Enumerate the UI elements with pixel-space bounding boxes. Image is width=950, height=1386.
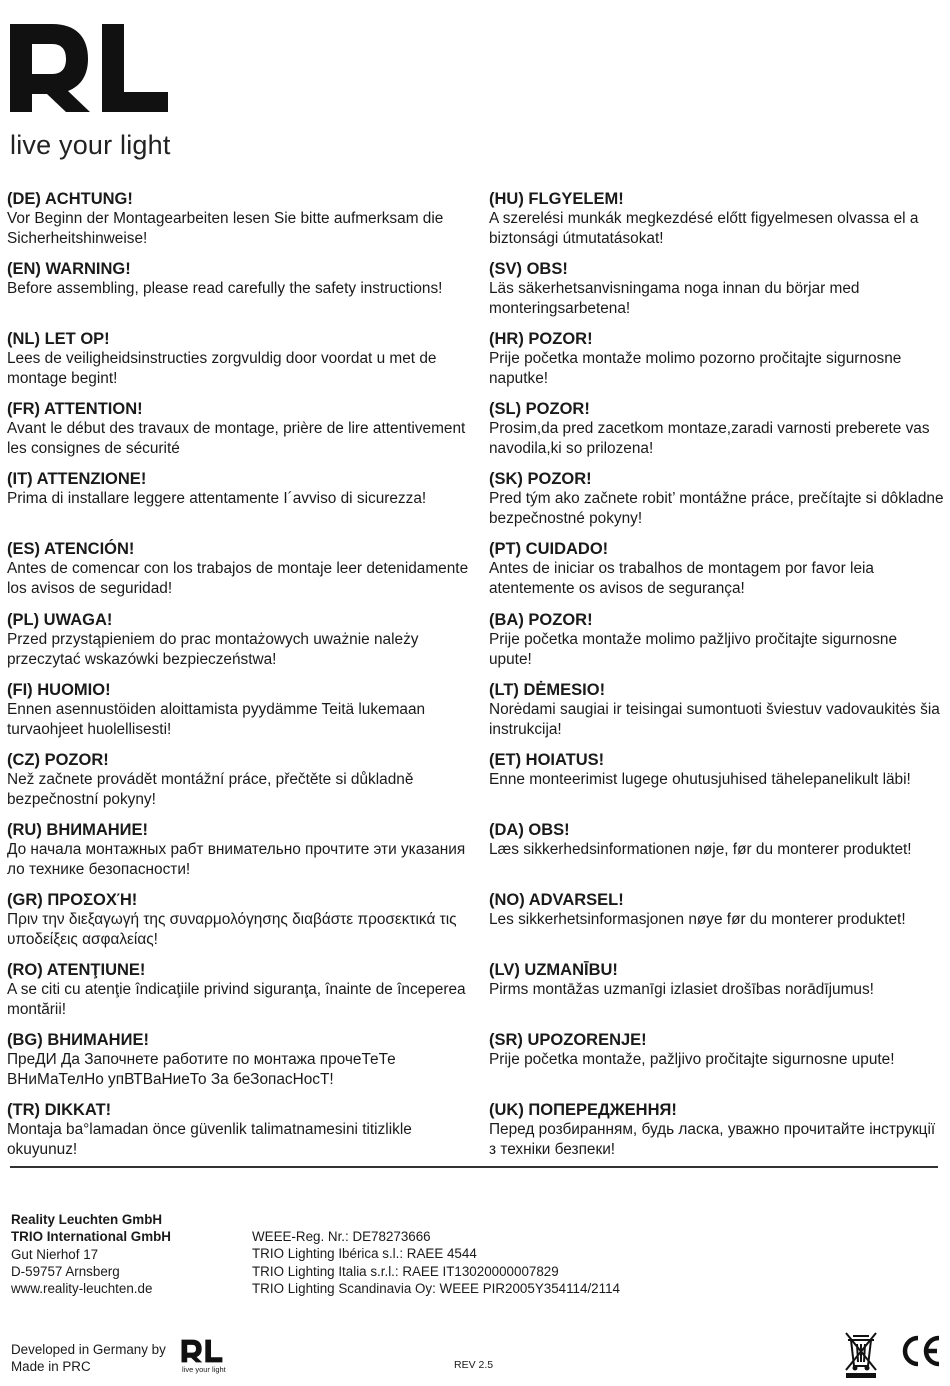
made-in: Made in PRC — [11, 1359, 91, 1375]
warning-title: (CZ) POZOR! — [7, 750, 109, 769]
warning-text: Než začnete provádět montážní práce, přečtěte si důkladně bezpečnostní pokyny! — [7, 770, 414, 808]
warning-block — [7, 890, 469, 960]
warning-title: (SL) POZOR! — [489, 400, 590, 419]
warning-block — [7, 1030, 469, 1100]
warning-title: (DA) OBS! — [489, 820, 570, 839]
warning-block — [489, 890, 944, 960]
warnings-column-right — [489, 189, 944, 1170]
warning-title: (SR) UPOZORENJE! — [489, 1031, 647, 1050]
warning-block — [489, 1100, 944, 1170]
weee-line: TRIO Lighting Ibérica s.l.: RAEE 4544 — [252, 1246, 477, 1262]
company-city: D-59757 Arnsberg — [11, 1263, 120, 1279]
warning-title: (HU) FLGYELEM! — [489, 190, 624, 208]
warning-block — [489, 189, 944, 259]
warning-block — [7, 539, 469, 609]
warning-block — [489, 960, 944, 1030]
warning-title: (SV) OBS! — [489, 260, 568, 279]
warning-text: Avant le début des travaux de montage, prière de lire attentivement les consignes de sécurité — [7, 420, 466, 458]
warning-title: (PL) UWAGA! — [7, 610, 113, 629]
warning-title: (NL) LET OP! — [7, 330, 110, 349]
warning-text: Antes de comencar con los trabajos de montaje leer detenidamente los avisos de seguridad! — [7, 560, 469, 598]
warning-block — [489, 259, 944, 329]
warning-text: Prije početka montaže, pažljivo pročitajte sigurnosne upute! — [489, 1051, 895, 1069]
warning-block — [489, 399, 944, 469]
warning-title: (ES) ATENCIÓN! — [7, 540, 135, 559]
weee-line: TRIO Lighting Scandinavia Oy: WEEE PIR2005Y354114/2114 — [252, 1280, 620, 1296]
weee-line: TRIO Lighting Italia s.r.l.: RAEE IT13020000007829 — [252, 1263, 559, 1279]
warning-text: Przed przystąpieniem do prac montażowych uważnie należy przeczytać wskazówki bezpieczeństwa! — [7, 630, 419, 668]
company-website: www.reality-leuchten.de — [11, 1281, 153, 1297]
warning-title: (PT) CUIDADO! — [489, 540, 609, 559]
warning-block — [489, 539, 944, 609]
company-name-rest: Leuchten GmbH — [54, 1212, 163, 1227]
developed-in: Developed in Germany by — [11, 1342, 166, 1357]
rl-logo-icon — [8, 14, 178, 114]
warning-block — [7, 1100, 469, 1170]
crossed-bin-icon — [843, 1330, 879, 1378]
small-brand-logo — [181, 1336, 226, 1376]
warning-title: (DE) ACHTUNG! — [7, 190, 133, 208]
weee-line: WEEE-Reg. Nr.: DE78273666 — [252, 1229, 431, 1244]
warning-text: Перед розбиранням, будь ласка, уважно прочитайте інструкції з техніки безпеки! — [489, 1121, 936, 1159]
company-street: Gut Nierhof 17 — [11, 1246, 99, 1262]
warning-text: Prije početka montaže molimo pozorno pročitajte sigurnosne naputke! — [489, 350, 902, 388]
warning-title: (GR) ΠΡΟΣΟΧΉ! — [7, 890, 138, 909]
warning-title: (UK) ПОПЕРЕДЖЕННЯ! — [489, 1101, 677, 1120]
warning-block — [489, 680, 944, 750]
warning-text: Norėdami saugiai ir teisingai sumontuoti šviestuv vadovaukitės šia instrukcija! — [489, 700, 940, 738]
warning-title: (LT) DĖMESIO! — [489, 680, 606, 699]
warning-title: (ET) HOIATUS! — [489, 750, 605, 769]
warning-text: Ennen asennustöiden aloittamista pyydämme Teitä lukemaan turvaohjeet huolellisesti! — [7, 700, 426, 738]
company-name-secondary: TRIO International GmbH — [11, 1229, 171, 1245]
warning-text: До начала монтажных рабт внимательно прочтите эти указания ло технике безопасности! — [7, 840, 466, 878]
warning-title: (RO) ATENŢIUNE! — [7, 961, 146, 980]
warning-block — [489, 469, 944, 539]
warning-title: (BG) ВНИМАНИЕ! — [7, 1031, 149, 1050]
rl-logo-icon — [181, 1336, 225, 1364]
warning-text: Before assembling, please read carefully the safety instructions! — [7, 280, 443, 298]
brand-logo — [8, 14, 178, 160]
warning-block — [489, 329, 944, 399]
warning-title: (FR) ATTENTION! — [7, 400, 143, 419]
company-name-strong: Reality — [11, 1212, 55, 1227]
warning-title: (BA) POZOR! — [489, 610, 593, 629]
warning-text: Πριν την διεξαγωγή της συναρμολόγησης διαβάστε προσεκτικά τις υποδείξεις ασφαλείας! — [7, 910, 457, 948]
warning-title: (EN) WARNING! — [7, 260, 131, 279]
warning-title: (TR) DIKKAT! — [7, 1101, 112, 1120]
warning-title: (FI) HUOMIO! — [7, 680, 111, 699]
warning-block — [7, 259, 469, 329]
warning-text: Pred tým ako začnete robit’ montážne práce, prečítajte si dôkladne bezpečnostné pokyny! — [489, 490, 944, 528]
warning-text: Lees de veiligheidsinstructies zorgvuldig door voordat u met de montage begint! — [7, 350, 437, 388]
weee-registrations — [252, 1228, 620, 1297]
warning-text: Læs sikkerhedsinformationen nøje, før du monterer produktet! — [489, 840, 912, 858]
warning-block — [489, 750, 944, 820]
company-name-primary — [11, 1211, 171, 1228]
warning-block — [489, 1030, 944, 1100]
footer-divider — [10, 1166, 938, 1168]
warning-block — [7, 329, 469, 399]
warning-text: A szerelési munkák megkezdésé előtt figyelmesen olvassa el a biztonsági útmutatásokat! — [489, 210, 919, 247]
warning-text: Les sikkerhetsinformasjonen nøye før du monterer produktet! — [489, 910, 906, 928]
warning-title: (HR) POZOR! — [489, 330, 593, 349]
warning-title: (NO) ADVARSEL! — [489, 890, 624, 909]
small-brand-tagline: live your light — [182, 1365, 226, 1374]
warning-block — [7, 960, 469, 1030]
warnings-column-left — [7, 189, 469, 1170]
warning-text: Montaja ba°lamadan önce güvenlik talimatnamesini titizlikle okuyunuz! — [7, 1121, 412, 1159]
warning-block — [7, 680, 469, 750]
warning-text: Enne monteerimist lugege ohutusjuhised tähelepanelikult läbi! — [489, 770, 911, 788]
warning-text: A se citi cu atenţie îndicaţiile privind siguranţa, înainte de începerea montării! — [7, 981, 466, 1019]
warning-title: (IT) ATTENZIONE! — [7, 470, 147, 489]
origin-info — [11, 1341, 166, 1376]
warning-block — [7, 399, 469, 469]
warning-block — [7, 189, 469, 259]
warning-block — [7, 750, 469, 820]
warning-text: Vor Beginn der Montagearbeiten lesen Sie bitte aufmerksam die Sicherheitshinweise! — [7, 210, 444, 247]
warning-block — [7, 469, 469, 539]
warning-text: Antes de iniciar os trabalhos de montagem por favor leia atentemente os avisos de segurança! — [489, 560, 874, 598]
ce-mark-icon — [899, 1334, 943, 1368]
warning-text: Prosim,da pred zacetkom montaze,zaradi varnosti preberete vas navodila,ki so prilozena! — [489, 420, 930, 458]
warning-block — [7, 820, 469, 890]
warning-title: (RU) ВНИМАНИЕ! — [7, 820, 149, 839]
warning-block — [489, 820, 944, 890]
warning-block — [489, 610, 944, 680]
revision-label: REV 2.5 — [454, 1359, 494, 1371]
warning-text: Pirms montāžas uzmanīgi izlasiet drošības norādījumus! — [489, 981, 874, 999]
warning-text: Läs säkerhetsanvisningama noga innan du börjar med monteringsarbetena! — [489, 280, 860, 318]
warning-title: (LV) UZMANĪBU! — [489, 961, 618, 980]
warning-text: Prima di installare leggere attentamente I´avviso di sicurezza! — [7, 490, 427, 508]
brand-tagline: live your light — [10, 130, 171, 160]
company-address — [11, 1211, 171, 1297]
warning-text: Prije početka montaže molimo pažljivo pročitajte sigurnosne upute! — [489, 630, 898, 668]
warning-text: ПреДИ Да Започнете работите по монтажа прочеТеТе ВНиМаТелНо упВТВаНиеТо За беЗопасНосТ! — [7, 1051, 396, 1089]
warning-block — [7, 610, 469, 680]
warning-title: (SK) POZOR! — [489, 470, 592, 489]
